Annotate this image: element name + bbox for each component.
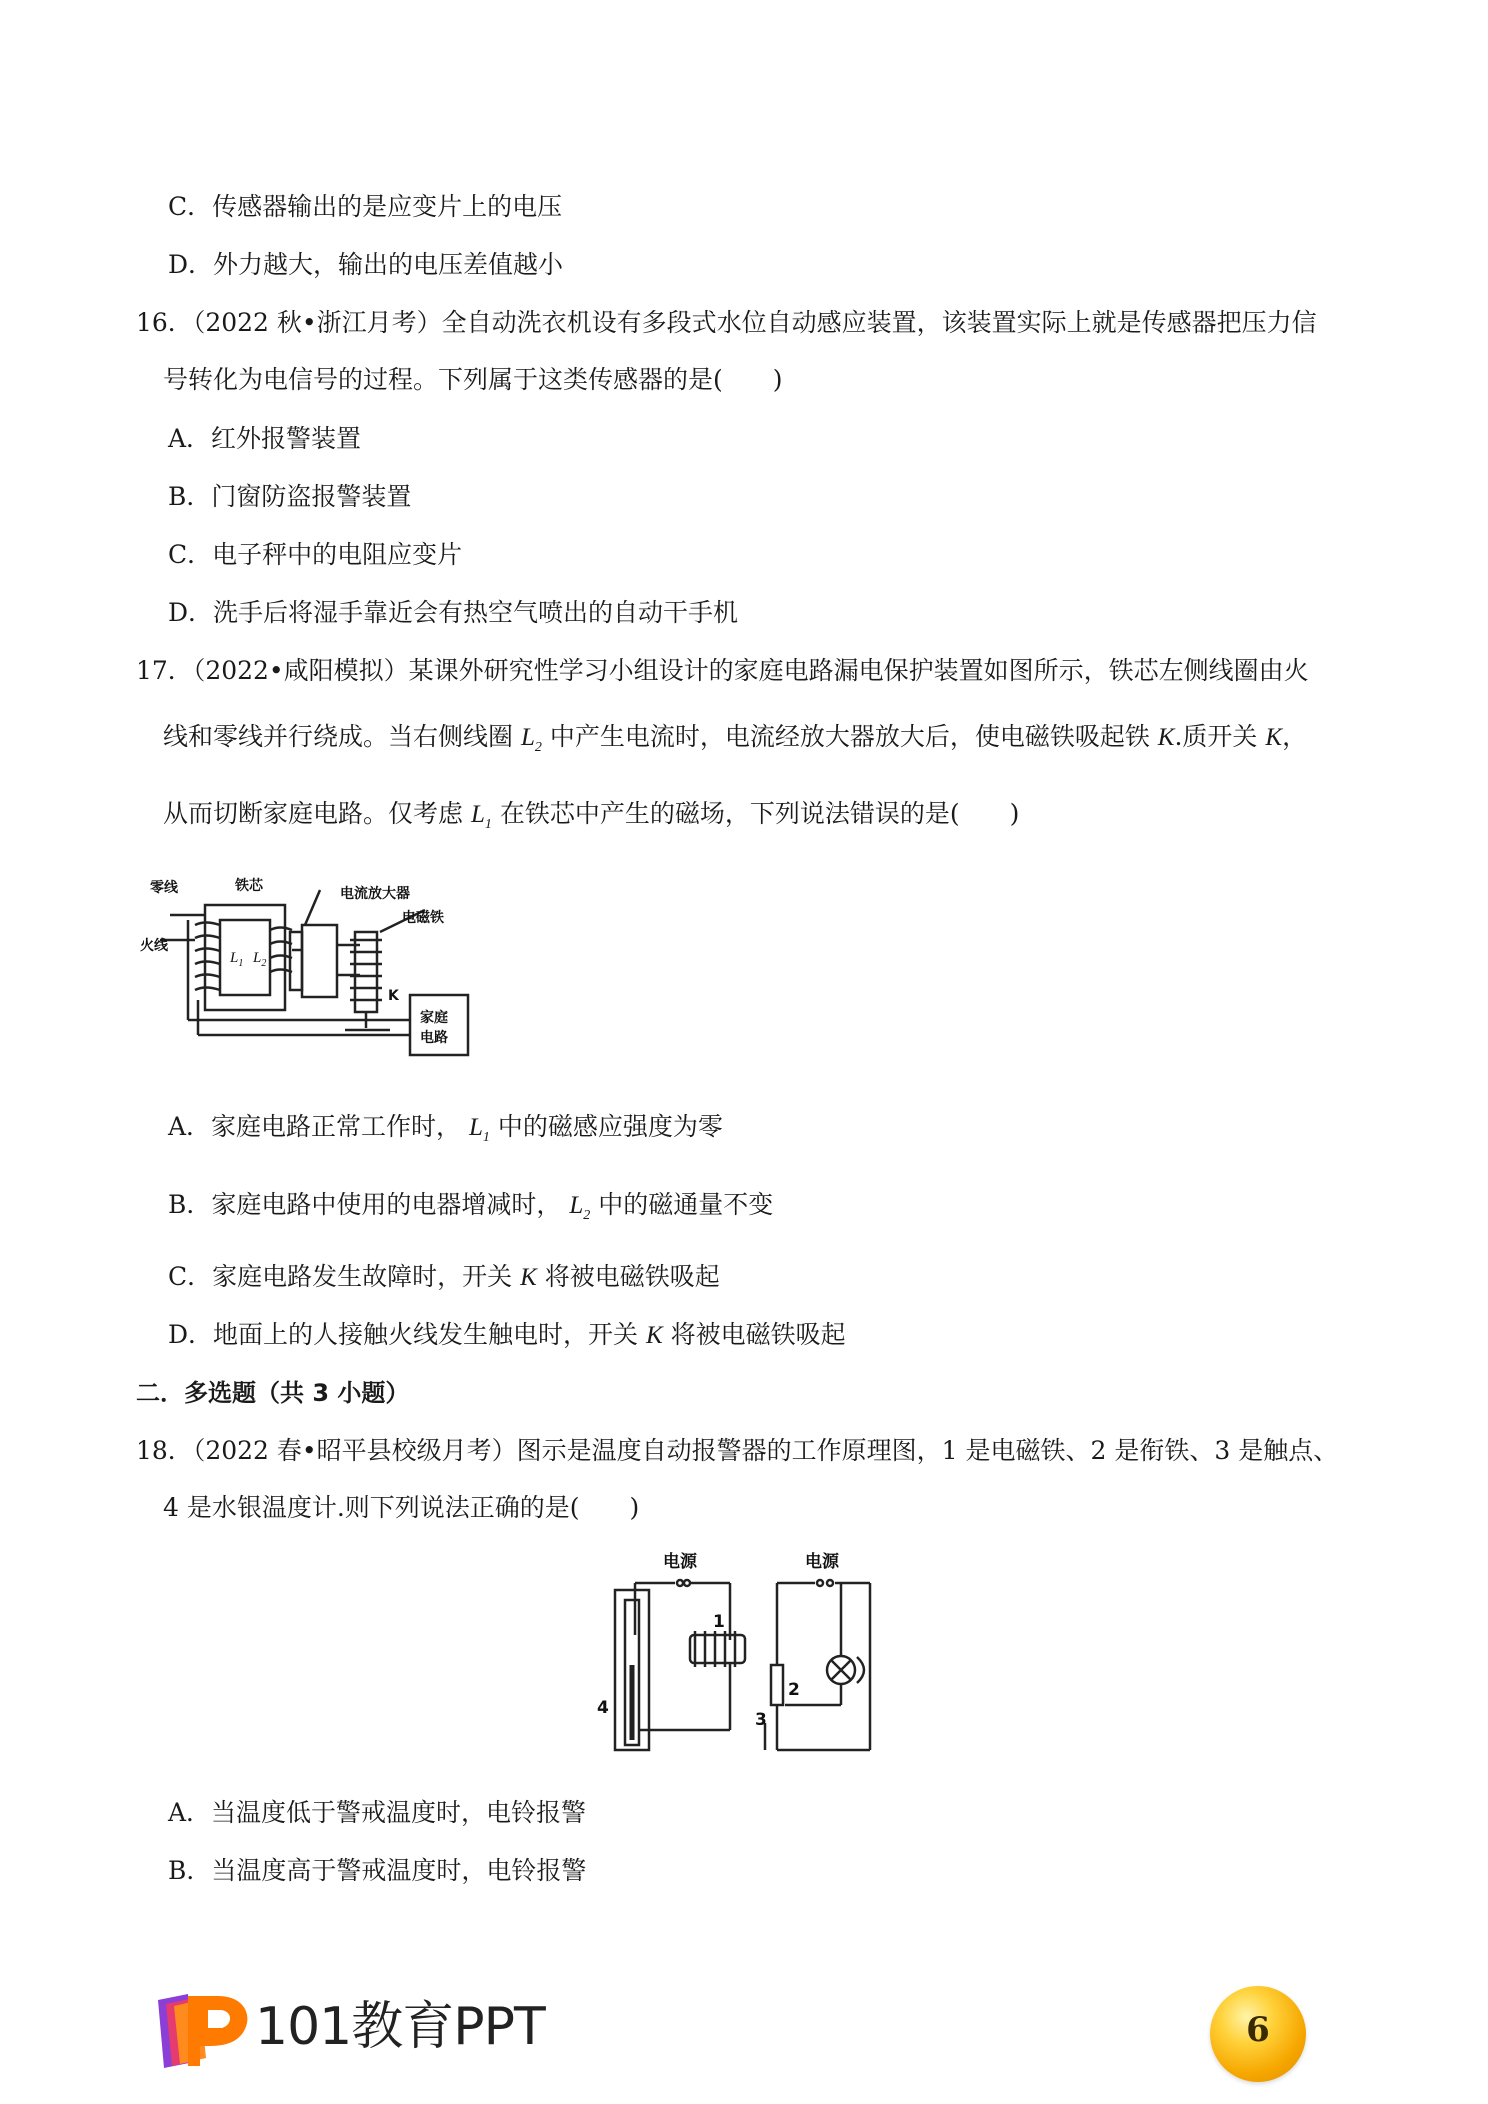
q18-number: 18． — [136, 1436, 193, 1465]
label-electromagnet: 电磁铁 — [402, 910, 444, 926]
q16-option-d: D．洗手后将湿手靠近会有热空气喷出的自动干手机 — [168, 598, 739, 627]
q16-option-b: B．门窗防盗报警装置 — [168, 482, 412, 511]
q17-option-c: C．家庭电路发生故障时，开关 K 将被电磁铁吸起 — [168, 1262, 720, 1291]
section-2-title: 二．多选题（共 3 小题） — [136, 1379, 410, 1407]
symbol-k: K — [1157, 724, 1175, 751]
label-home-1: 家庭 — [420, 1010, 448, 1026]
q16-number: 16． — [136, 308, 193, 337]
symbol-l1: $L_1$ — [469, 1114, 490, 1145]
q15-option-c: C．传感器输出的是应变片上的电压 — [168, 192, 563, 221]
q17-option-b: B．家庭电路中使用的电器增减时， $L_2$ 中的磁通量不变 — [168, 1190, 774, 1223]
label-power-1: 电源 — [663, 1552, 697, 1572]
q17-line1 — [136, 654, 1309, 688]
label-home-2: 电路 — [420, 1030, 448, 1046]
q17-option-d: D．地面上的人接触火线发生触电时，开关 K 将被电磁铁吸起 — [168, 1320, 846, 1349]
symbol-k: K — [646, 1322, 663, 1349]
label-power-2: 电源 — [805, 1552, 839, 1572]
q16-option-a: A．红外报警装置 — [168, 424, 362, 453]
q17-number: 17． — [136, 656, 193, 685]
q18-option-b: B．当温度高于警戒温度时，电铃报警 — [168, 1856, 587, 1885]
q15-option-d: D．外力越大，输出的电压差值越小 — [168, 250, 564, 279]
label-3: 3 — [755, 1710, 767, 1730]
q18-stem-1: （2022 春•昭平县校级月考）图示是温度自动报警器的工作原理图，1 是电磁铁、2 是衔铁、3 是触点、 — [192, 1436, 1339, 1465]
page-number: 6 — [1246, 2010, 1270, 2050]
q17-stem-3: 从而切断家庭电路。仅考虑 $L_1$ 在铁芯中产生的磁场，下列说法错误的是( ) — [163, 799, 1020, 832]
label-l1: $L_1$ — [230, 950, 244, 969]
leakage-protector-diagram — [140, 870, 480, 1070]
label-neutral: 零线 — [150, 880, 178, 896]
logo-text: 101教育PPT — [255, 1997, 545, 2057]
symbol-l2: $L_2$ — [569, 1192, 591, 1223]
label-amplifier: 电流放大器 — [340, 886, 410, 902]
symbol-l2: $L_2$ — [520, 724, 542, 755]
q17-stem-2: 线和零线并行绕成。当右侧线圈 $L_2$ 中产生电流时，电流经放大器放大后，使电磁铁吸起铁 K.质开关 K， — [163, 722, 1308, 755]
q16-line1 — [136, 306, 1317, 340]
label-live: 火线 — [140, 938, 168, 954]
symbol-l1: $L_1$ — [470, 801, 492, 832]
label-2: 2 — [788, 1680, 800, 1700]
q16-stem-2: 号转化为电信号的过程。下列属于这类传感器的是( ) — [163, 365, 783, 394]
q17-stem-1: （2022•咸阳模拟）某课外研究性学习小组设计的家庭电路漏电保护装置如图所示，铁芯左侧线圈由火 — [192, 656, 1309, 685]
q18-option-a: A．当温度低于警戒温度时，电铃报警 — [168, 1798, 587, 1827]
label-l2: $L_2$ — [253, 950, 267, 969]
symbol-k: K — [1265, 724, 1283, 751]
q16-stem-1: （2022 秋•浙江月考）全自动洗衣机设有多段式水位自动感应装置，该装置实际上就是传感器把压力信 — [192, 308, 1317, 337]
q18-line1 — [136, 1434, 1338, 1468]
temperature-alarm-diagram — [595, 1545, 905, 1755]
label-1: 1 — [713, 1612, 725, 1632]
label-4: 4 — [597, 1698, 609, 1718]
q16-option-c: C．电子秤中的电阻应变片 — [168, 540, 463, 569]
label-core: 铁芯 — [235, 878, 263, 894]
q18-stem-2: 4 是水银温度计.则下列说法正确的是( ) — [163, 1493, 640, 1522]
label-switch-k: K — [388, 988, 399, 1004]
symbol-k: K — [520, 1264, 537, 1291]
q17-option-a: A．家庭电路正常工作时， $L_1$ 中的磁感应强度为零 — [168, 1112, 723, 1145]
